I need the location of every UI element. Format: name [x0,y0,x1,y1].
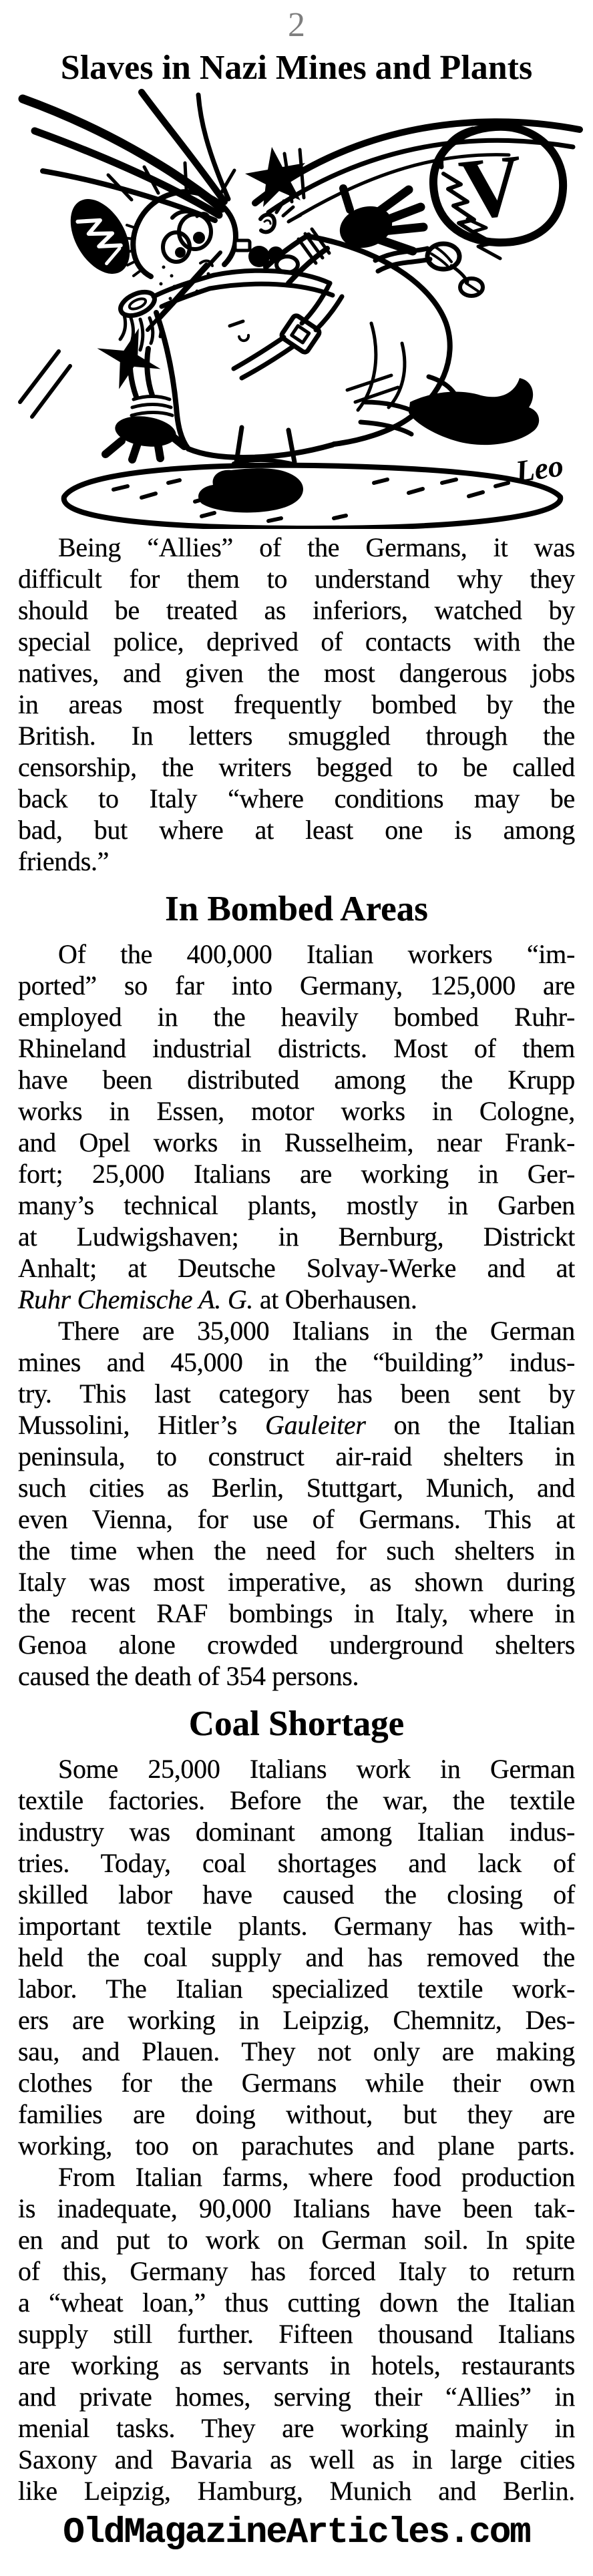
text-line: employed in the heavily bombed Ruhr- [18,1001,575,1032]
paragraph-intro [18,532,575,877]
text-line: peninsula, to construct air-raid shelters in [18,1441,575,1471]
text-line: natives, and given the most dangerous jobs [18,657,575,688]
text-line: There are 35,000 Italians in the German [58,1315,575,1346]
text-line: Some 25,000 Italians work in German [58,1753,575,1784]
text-line: supply still further. Fifteen thousand Italians [18,2318,575,2349]
italic-gauleiter: Gauleiter [265,1409,366,1440]
text-line: the recent RAF bombings in Italy, where in [18,1598,575,1628]
text-line: and private homes, serving their “Allies” in [18,2381,575,2412]
text-line: in areas most frequently bombed by the [18,689,575,719]
article-body [0,532,593,2507]
text-line: fort; 25,000 Italians are working in Ger- [18,1158,575,1189]
v-letter: V [455,136,528,239]
text-line: Anhalt; at Deutsche Solvay-Werke and at [18,1252,575,1283]
text-line: Saxony and Bavaria as well as in large cities [18,2444,575,2474]
text-line: like Leipzig, Hamburg, Munich and Berlin. [18,2475,575,2506]
cartoonist-signature: Leo [513,447,566,489]
text-line: families are doing without, but they are [18,2098,575,2129]
text-line: is inadequate, 90,000 Italians have been tak- [18,2193,575,2223]
text-line: Italy was most imperative, as shown during [18,1566,575,1597]
text-line: working, too on parachutes and plane parts. [18,2130,575,2161]
text-line: are working as servants in hotels, restaurants [18,2350,575,2380]
text-fragment: at Oberhausen. [259,1284,417,1314]
text-line: many’s technical plants, mostly in Garben [18,1189,575,1220]
cartoon-illustration [0,88,593,529]
face-kerchief [117,270,333,350]
text-fragment: Mussolini, Hitler’s [18,1409,238,1440]
text-line: held the coal supply and has removed the [18,1942,575,1972]
site-watermark: OldMagazineArticles.com [63,2512,530,2553]
victory-emblem [433,127,563,258]
text-line: such cities as Berlin, Stuttgart, Munich, and [18,1472,575,1503]
paragraph-mines-building [18,1315,575,1692]
text-line: tries. Today, coal shortages and lack of [18,1847,575,1878]
text-line: bad, but where at least one is among [18,814,575,845]
text-line: industry was dominant among Italian indus- [18,1816,575,1847]
text-line: a “wheat loan,” thus cutting down the Italian [18,2287,575,2318]
text-line [18,1409,575,1441]
text-line: important textile plants. Germany has with- [18,1910,575,1941]
text-fragment: on the Italian [393,1409,575,1440]
text-line: difficult for them to understand why they [18,563,575,594]
text-line: the time when the need for such shelters in [18,1535,575,1566]
plume-burst-strokes [23,92,228,220]
text-line: Being “Allies” of the Germans, it was [58,532,575,562]
text-line: of this, Germany has forced Italy to return [18,2255,575,2286]
text-line: should be treated as inferiors, watched by [18,594,575,625]
text-line: mines and 45,000 in the “building” indus- [18,1346,575,1377]
text-line: British. In letters smuggled through the [18,720,575,751]
article-title: Slaves in Nazi Mines and Plants [60,49,533,87]
ground-shadow [64,465,561,528]
text-line: and Opel works in Russelheim, near Frank- [18,1127,575,1157]
text-line: special police, deprived of contacts with the [18,626,575,657]
paragraph-textile [18,1753,575,2161]
text-line: friends.” [18,846,110,876]
scarf-tassels [375,244,483,296]
text-line: try. This last category has been sent by [18,1378,575,1409]
text-line: caused the death of 354 persons. [18,1660,359,1691]
section-heading-coal-shortage: Coal Shortage [188,1704,405,1743]
text-line: textile factories. Before the war, the textile [18,1785,575,1815]
text-line: even Vienna, for use of Germans. This at [18,1503,575,1534]
text-line: censorship, the writers begged to be called [18,751,575,782]
text-line: ported” so far into Germany, 125,000 are [18,970,575,1000]
page-number: 2 [288,6,305,44]
text-line: Rhineland industrial districts. Most of them [18,1033,575,1063]
text-line: back to Italy “where conditions may be [18,783,575,813]
section-heading-bombed-areas: In Bombed Areas [165,889,428,928]
text-line: labor. The Italian specialized textile work- [18,1973,575,2004]
text-line: clothes for the Germans while their own [18,2067,575,2098]
text-line: en and put to work on German soil. In spite [18,2224,575,2255]
text-line: From Italian farms, where food production [58,2161,575,2192]
italic-company-name: Ruhr Chemische A. G. [18,1284,254,1314]
standing-leg-boot [198,427,303,513]
paragraph-farms [18,2161,575,2507]
text-line: works in Essen, motor works in Cologne, [18,1095,575,1126]
text-line: have been distributed among the Krupp [18,1064,575,1095]
paragraph-imported-workers [18,938,575,1315]
text-line: skilled labor have caused the closing of [18,1879,575,1909]
text-line: ers are working in Leipzig, Chemnitz, Des- [18,2004,575,2035]
text-line: Genoa alone crowded underground shelters [18,1629,575,1660]
belt-buckle [280,314,321,353]
text-line [18,1284,575,1315]
text-line: sau, and Plauen. They not only are making [18,2036,575,2066]
text-line: menial tasks. They are working mainly in [18,2412,575,2443]
text-line: Of the 400,000 Italian workers “im- [58,938,575,969]
text-line: at Ludwigshaven; in Bernburg, Districkt [18,1221,575,1252]
